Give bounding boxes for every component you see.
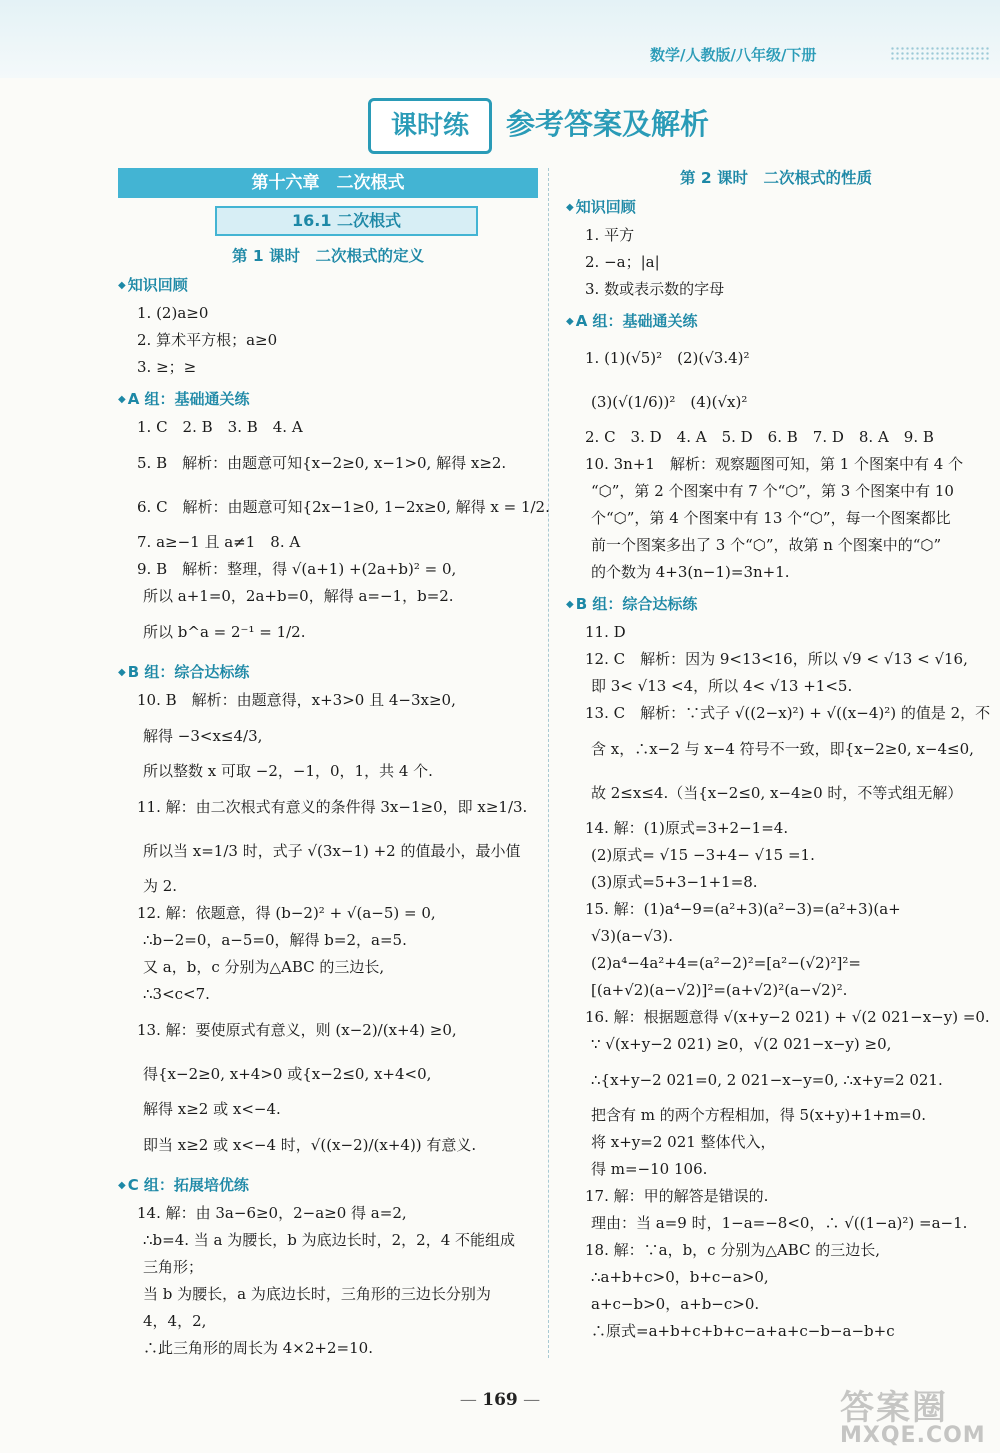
header-band xyxy=(0,0,1000,78)
answer-line: a+c−b>0，a+b−c>0. xyxy=(591,1295,760,1313)
answer-line: 18. 解：∵a，b，c 分别为△ABC 的三边长, xyxy=(585,1241,881,1259)
answer-line: 1. C 2. B 3. B 4. A xyxy=(137,418,303,436)
group-heading-review: ◆ 知识回顾 xyxy=(118,274,538,295)
answer-line: 15. 解：(1)a⁴−9=(a²+3)(a²−3)=(a²+3)(a+ xyxy=(585,900,901,918)
answer-line: 6. C 解析：由题意可知{2x−1≥0, 1−2x≥0, 解得 x = 1/2. xyxy=(137,498,550,516)
answer-line: √3)(a−√3). xyxy=(591,927,674,945)
answer-line: ∴此三角形的周长为 4×2+2=10. xyxy=(143,1339,373,1357)
answer-line: 所以当 x=1/3 时，式子 √(3x−1) +2 的值最小，最小值 xyxy=(143,842,521,860)
answer-line: [(a+√2)(a−√2)]²=(a+√2)²(a−√2)². xyxy=(591,981,848,999)
answer-line: ∴{x+y−2 021=0, 2 021−x−y=0, ∴x+y=2 021. xyxy=(591,1071,943,1089)
answer-line: 4，4，2, xyxy=(143,1312,207,1330)
group-heading-a: ◆ A 组：基础通关练 xyxy=(118,388,538,409)
answer-line: 1. (2)a≥0 xyxy=(137,304,209,322)
group-heading-b: ◆ B 组：综合达标练 xyxy=(118,661,538,682)
section-heading: 16.1 二次根式 xyxy=(215,206,478,236)
answer-line: 3. 数或表示数的字母 xyxy=(585,280,725,298)
title-text: 参考答案及解析 xyxy=(506,107,710,141)
answer-line: 所以 b^a = 2⁻¹ = 1/2. xyxy=(143,623,306,641)
answer-line: 13. C 解析：∵式子 √((2−x)²) + √((x−4)²) 的值是 2，不 xyxy=(585,704,991,722)
watermark-top-text: 答案圈 xyxy=(840,1388,948,1428)
answer-line: 即当 x≥2 或 x<−4 时，√((x−2)/(x+4)) 有意义. xyxy=(143,1136,477,1154)
answer-line: ∴原式=a+b+c+b+c−a+a+c−b−a−b+c xyxy=(591,1322,895,1340)
group-heading-a: ◆ A 组：基础通关练 xyxy=(566,310,986,331)
group-heading-review: ◆ 知识回顾 xyxy=(566,196,986,217)
lesson-heading: 第 2 课时 二次根式的性质 xyxy=(679,169,873,187)
answer-line: 解得 x≥2 或 x<−4. xyxy=(143,1100,281,1118)
answer-line: 当 b 为腰长，a 为底边长时，三角形的三边长分别为 xyxy=(143,1285,491,1303)
answer-line: 故 2≤x≤4.（当{x−2≤0, x−4≥0 时，不等式组无解） xyxy=(591,784,963,802)
answer-line: 解得 −3<x≤4/3, xyxy=(143,727,263,745)
answer-line: 10. 3n+1 解析：观察题图可知，第 1 个图案中有 4 个 xyxy=(585,455,964,473)
answer-line: ∵ √(x+y−2 021) ≥0，√(2 021−x−y) ≥0, xyxy=(591,1035,892,1053)
answer-line: 所以整数 x 可取 −2，−1，0，1，共 4 个. xyxy=(143,762,433,780)
left-column xyxy=(118,168,550,1362)
answer-line: (3)(√(1/6))² (4)(√x)² xyxy=(591,393,748,411)
page-number: — 169 — xyxy=(0,1390,1000,1410)
answer-line: (2)a⁴−4a²+4=(a²−2)²=[a²−(√2)²]²= xyxy=(591,954,861,972)
lesson-heading: 第 1 课时 二次根式的定义 xyxy=(231,247,425,265)
chapter-heading: 第十六章 二次根式 xyxy=(118,168,538,198)
right-column xyxy=(566,162,991,1345)
answer-line: 得{x−2≥0, x+4>0 或{x−2≤0, x+4<0, xyxy=(143,1065,432,1083)
answer-line: 12. 解：依题意，得 (b−2)² + √(a−5) = 0, xyxy=(137,904,436,922)
answer-line: 为 2. xyxy=(143,877,178,895)
answer-line: 三角形； xyxy=(143,1258,204,1276)
answer-line: 含 x，∴x−2 与 x−4 符号不一致，即{x−2≥0, x−4≤0, xyxy=(591,740,974,758)
answer-line: 又 a，b，c 分别为△ABC 的三边长, xyxy=(143,958,385,976)
title-badge: 课时练 xyxy=(368,98,492,154)
answer-line: 的个数为 4+3(n−1)=3n+1. xyxy=(591,563,790,581)
answer-line: 个“⬡”，第 4 个图案中有 13 个“⬡”，每一个图案都比 xyxy=(591,509,951,527)
answer-line: 所以 a+1=0，2a+b=0，解得 a=−1，b=2. xyxy=(143,587,454,605)
answer-line: 12. C 解析：因为 9<13<16，所以 √9 < √13 < √16, xyxy=(585,650,968,668)
answer-line: ∴3<c<7. xyxy=(143,985,210,1003)
answer-line: 17. 解：甲的解答是错误的. xyxy=(585,1187,769,1205)
answer-line: 7. a≥−1 且 a≠1 8. A xyxy=(137,533,301,551)
answer-line: 5. B 解析：由题意可知{x−2≥0, x−1>0, 解得 x≥2. xyxy=(137,454,507,472)
answer-line: ∴a+b+c>0，b+c−a>0, xyxy=(591,1268,769,1286)
answer-line: 1. 平方 xyxy=(585,226,635,244)
answer-line: 2. −a；|a| xyxy=(585,253,660,271)
answer-line: 13. 解：要使原式有意义，则 (x−2)/(x+4) ≥0, xyxy=(137,1021,457,1039)
group-heading-c: ◆ C 组：拓展培优练 xyxy=(118,1174,538,1195)
answer-line: 把含有 m 的两个方程相加，得 5(x+y)+1+m=0. xyxy=(591,1106,927,1124)
answer-line: 10. B 解析：由题意得，x+3>0 且 4−3x≥0, xyxy=(137,691,456,709)
answer-line: 将 x+y=2 021 整体代入， xyxy=(591,1133,776,1151)
answer-line: 即 3< √13 <4，所以 4< √13 +1<5. xyxy=(591,677,853,695)
group-heading-b: ◆ B 组：综合达标练 xyxy=(566,593,986,614)
header-subject-tag: 数学/人教版/八年级/下册 xyxy=(650,46,817,64)
answer-line: 9. B 解析：整理，得 √(a+1) +(2a+b)² = 0, xyxy=(137,560,457,578)
answer-line: 2. C 3. D 4. A 5. D 6. B 7. D 8. A 9. B xyxy=(585,428,934,446)
answer-line: 理由：当 a=9 时，1−a=−8<0，∴ √((1−a)²) =a−1. xyxy=(591,1214,968,1232)
answer-line: “⬡”，第 2 个图案中有 7 个“⬡”，第 3 个图案中有 10 xyxy=(591,482,954,500)
answer-line: 1. (1)(√5)² (2)(√3.4)² xyxy=(585,349,750,367)
answer-line: (2)原式= √15 −3+4− √15 =1. xyxy=(591,846,815,864)
answer-line: 得 m=−10 106. xyxy=(591,1160,708,1178)
header-dot-pattern xyxy=(890,46,990,60)
answer-line: 14. 解：由 3a−6≥0，2−a≥0 得 a=2, xyxy=(137,1204,407,1222)
answer-line: ∴b=4. 当 a 为腰长，b 为底边长时，2，2，4 不能组成 xyxy=(143,1231,516,1249)
answer-line: 前一个图案多出了 3 个“⬡”，故第 n 个图案中的“⬡” xyxy=(591,536,942,554)
watermark-logo xyxy=(840,1380,990,1450)
answer-line: 3. ≥；≥ xyxy=(137,358,197,376)
answer-line: 2. 算术平方根；a≥0 xyxy=(137,331,278,349)
column-divider xyxy=(548,168,549,1358)
answer-line: 14. 解：(1)原式=3+2−1=4. xyxy=(585,819,789,837)
answer-line: 11. 解：由二次根式有意义的条件得 3x−1≥0，即 x≥1/3. xyxy=(137,798,528,816)
answer-line: 11. D xyxy=(585,623,626,641)
watermark-bottom-text: MXQE.COM xyxy=(840,1423,986,1448)
answer-line: 16. 解：根据题意得 √(x+y−2 021) + √(2 021−x−y) =0. xyxy=(585,1008,990,1026)
answer-line: (3)原式=5+3−1+1=8. xyxy=(591,873,758,891)
answer-line: ∴b−2=0，a−5=0，解得 b=2，a=5. xyxy=(143,931,407,949)
